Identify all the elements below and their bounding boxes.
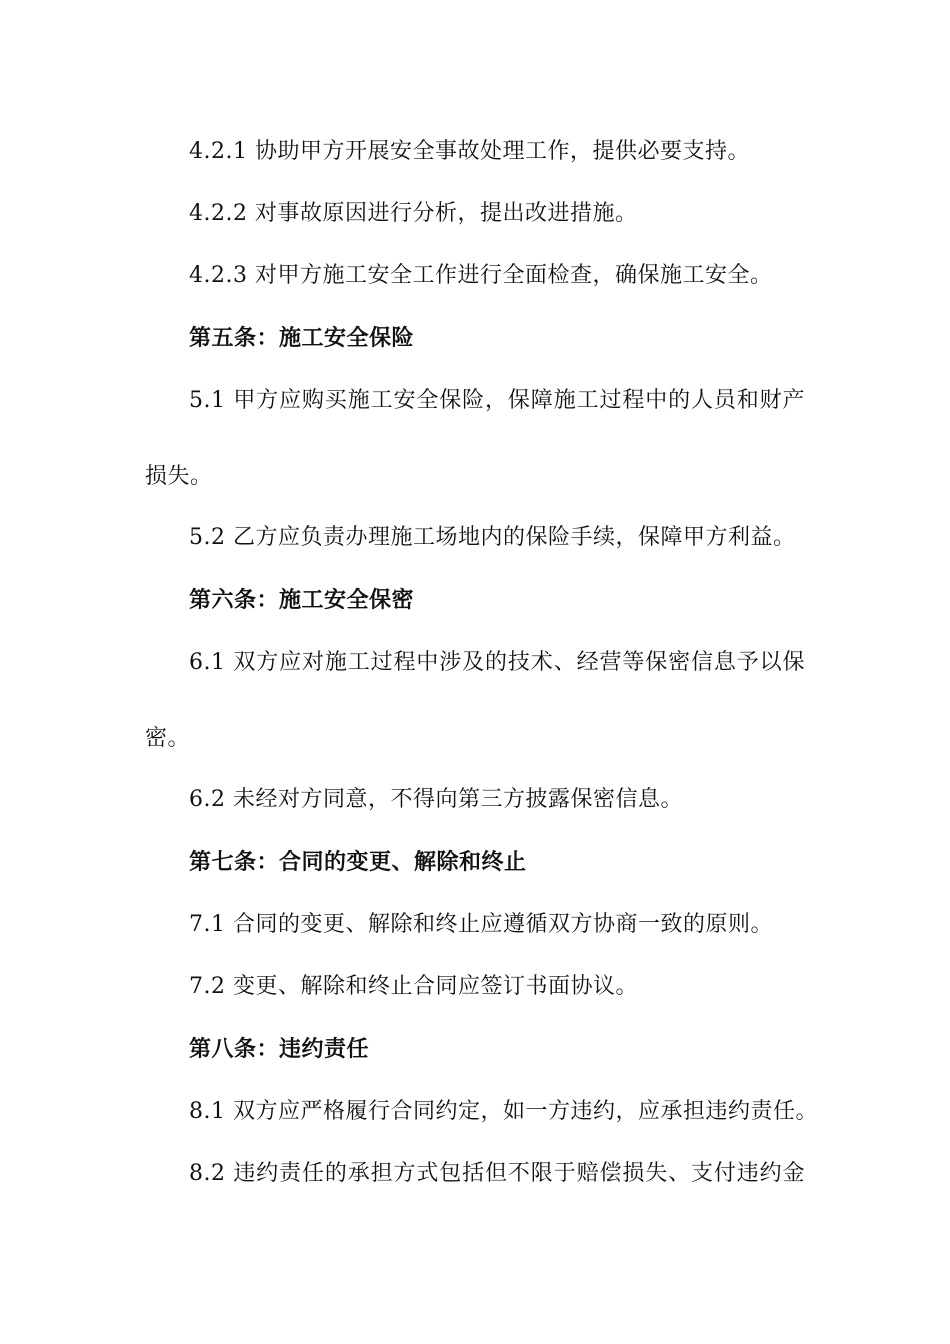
- clause-6-2: 6.2 未经对方同意，不得向第三方披露保密信息。: [189, 787, 683, 812]
- clause-8-2: 8.2 违约责任的承担方式包括但不限于赔偿损失、支付违约金: [189, 1161, 805, 1186]
- clause-7-2: 7.2 变更、解除和终止合同应签订书面协议。: [189, 974, 638, 999]
- section-heading-7: 第七条：合同的变更、解除和终止: [189, 850, 527, 875]
- clause-5-1: 5.1 甲方应购买施工安全保险，保障施工过程中的人员和财产: [189, 388, 805, 413]
- clause-6-1-continued: 密。: [145, 726, 191, 751]
- clause-4-2-3: 4.2.3 对甲方施工安全工作进行全面检查，确保施工安全。: [189, 263, 773, 288]
- section-heading-6: 第六条：施工安全保密: [189, 588, 415, 613]
- clause-5-2: 5.2 乙方应负责办理施工场地内的保险手续，保障甲方利益。: [189, 525, 796, 550]
- clause-6-1: 6.1 双方应对施工过程中涉及的技术、经营等保密信息予以保: [189, 650, 805, 675]
- section-heading-8: 第八条：违约责任: [189, 1037, 370, 1062]
- clause-4-2-2: 4.2.2 对事故原因进行分析，提出改进措施。: [189, 201, 638, 226]
- section-heading-5: 第五条：施工安全保险: [189, 326, 415, 351]
- clause-5-1-continued: 损失。: [145, 464, 213, 489]
- clause-7-1: 7.1 合同的变更、解除和终止应遵循双方协商一致的原则。: [189, 912, 773, 937]
- clause-8-1: 8.1 双方应严格履行合同约定，如一方违约，应承担违约责任。: [189, 1099, 818, 1124]
- clause-4-2-1: 4.2.1 协助甲方开展安全事故处理工作，提供必要支持。: [189, 139, 750, 164]
